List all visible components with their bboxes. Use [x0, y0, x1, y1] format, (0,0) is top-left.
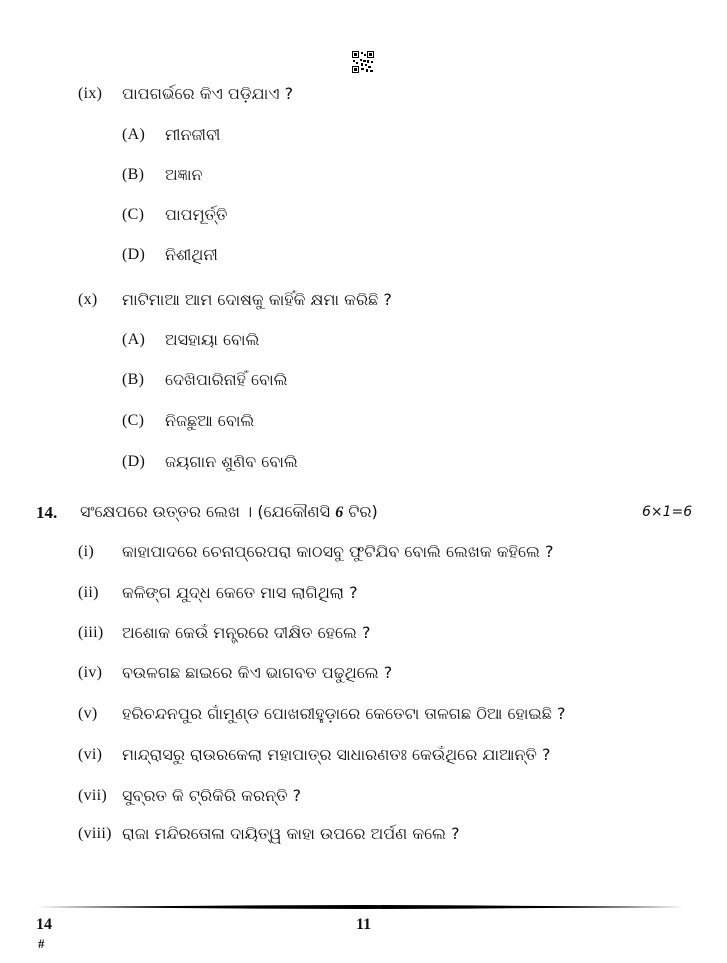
- qr-code-icon: [352, 51, 374, 73]
- option-label: (A): [122, 126, 146, 143]
- question-ix-text: ପାପଗର୍ଭରେ କିଏ ପଡ଼ିଯାଏ ?: [122, 84, 294, 103]
- option-label: (B): [122, 371, 145, 388]
- sub-question-text: ବଉଳଗଛ ଛାଇରେ କିଏ ଭାଗବତ ପଢୁଥିଲେ ?: [122, 663, 393, 682]
- option-text: ଦେଖିପାରିନାହିଁ ବୋଲି: [165, 370, 288, 389]
- sub-question-label: (iii): [78, 624, 104, 641]
- sub-question-label: (vi): [78, 746, 103, 763]
- option-text: ନିଶୀଥିନୀ: [165, 245, 218, 264]
- option-label: (B): [122, 166, 145, 183]
- footer-hash: #: [38, 936, 45, 951]
- sub-question-text: ମାନ୍ଦ୍ରାସରୁ ରାଉରକେଲା ମହାପାତ୍ର ସାଧାରଣତଃ କେଉଁଥିରେ ଯାଆନ୍ତି ?: [122, 745, 551, 764]
- instruction-count: 6: [335, 504, 344, 521]
- option-text: ଅସହାୟା ବୋଲି: [165, 330, 260, 349]
- question-x-text: ମାଟିମାଆ ଆମ ଦୋଷକୁ କାହିଁକି କ୍ଷମା କରିଛି ?: [122, 290, 392, 309]
- sub-question-text: ସୁବ୍ରତ କି ଟ୍ରିକିରି କରନ୍ତି ?: [122, 786, 302, 805]
- sub-question-text: ହରିଚନ୍ଦନପୁର ଗାଁମୁଣ୍ଡ ପୋଖରୀହୁଡ଼ାରେ କେତେଟା ତାଳଗଛ ଠିଆ ହୋଇଛି ?: [122, 704, 566, 723]
- sub-question-text: ଅଶୋକ କେଉଁ ମନ୍ତ୍ରରେ ଦୀକ୍ଷିତ ହେଲେ ?: [122, 623, 371, 642]
- option-text: ଅଜ୍ଞାନ: [165, 165, 203, 184]
- sub-question-text: କାହାପାଦରେ ଚେନାପ୍ରେପରା କାଠସବୁ ଫୁଟିଯିବ ବୋଲି ଲେଖକ କହିଲେ ?: [122, 542, 554, 561]
- option-text: ଜୟଗାନ ଶୁଣିବ ବୋଲି: [165, 452, 298, 471]
- option-label: (D): [122, 453, 146, 470]
- sub-question-text: କଳିଙ୍ଗ ଯୁଦ୍ଧ କେତେ ମାସ ଲାଗିଥିଲା ?: [122, 583, 358, 602]
- option-text: ନିଜଛୁଆ ବୋଲି: [165, 411, 255, 430]
- sub-question-label: (iv): [78, 664, 103, 681]
- question-14-instruction: [80, 502, 378, 522]
- page-number: 11: [356, 916, 372, 933]
- question-ix-label: (ix): [78, 85, 103, 102]
- instruction-main: ସଂକ୍ଷେପରେ ଉତ୍ତର ଲେଖ । (ଯେକୌଣସି: [80, 502, 336, 521]
- question-14-number: 14.: [36, 503, 58, 522]
- sub-question-text: ରାଜା ମନ୍ଦିରତୋଳା ଦାୟିତ୍ୱ କାହା ଉପରେ ଅର୍ପଣ କଲେ ?: [122, 824, 460, 843]
- sub-question-label: (i): [78, 543, 95, 560]
- footer-paper-code: 14: [36, 916, 52, 933]
- sub-question-label: (vii): [78, 787, 108, 804]
- option-text: ପାପମୂର୍ତ୍ତି: [165, 205, 228, 224]
- option-label: (D): [122, 246, 146, 263]
- option-label: (C): [122, 206, 145, 223]
- option-text: ମୀନଜୀବୀ: [165, 125, 221, 144]
- instruction-tail: ଟିର): [343, 502, 378, 521]
- sub-question-label: (viii): [78, 825, 112, 842]
- sub-question-label: (v): [78, 705, 98, 722]
- sub-question-label: (ii): [78, 584, 99, 601]
- question-x-label: (x): [78, 291, 98, 308]
- option-label: (C): [122, 412, 145, 429]
- option-label: (A): [122, 331, 146, 348]
- footer-divider: [36, 905, 684, 909]
- marks-allocation: 6×1=6: [642, 504, 693, 520]
